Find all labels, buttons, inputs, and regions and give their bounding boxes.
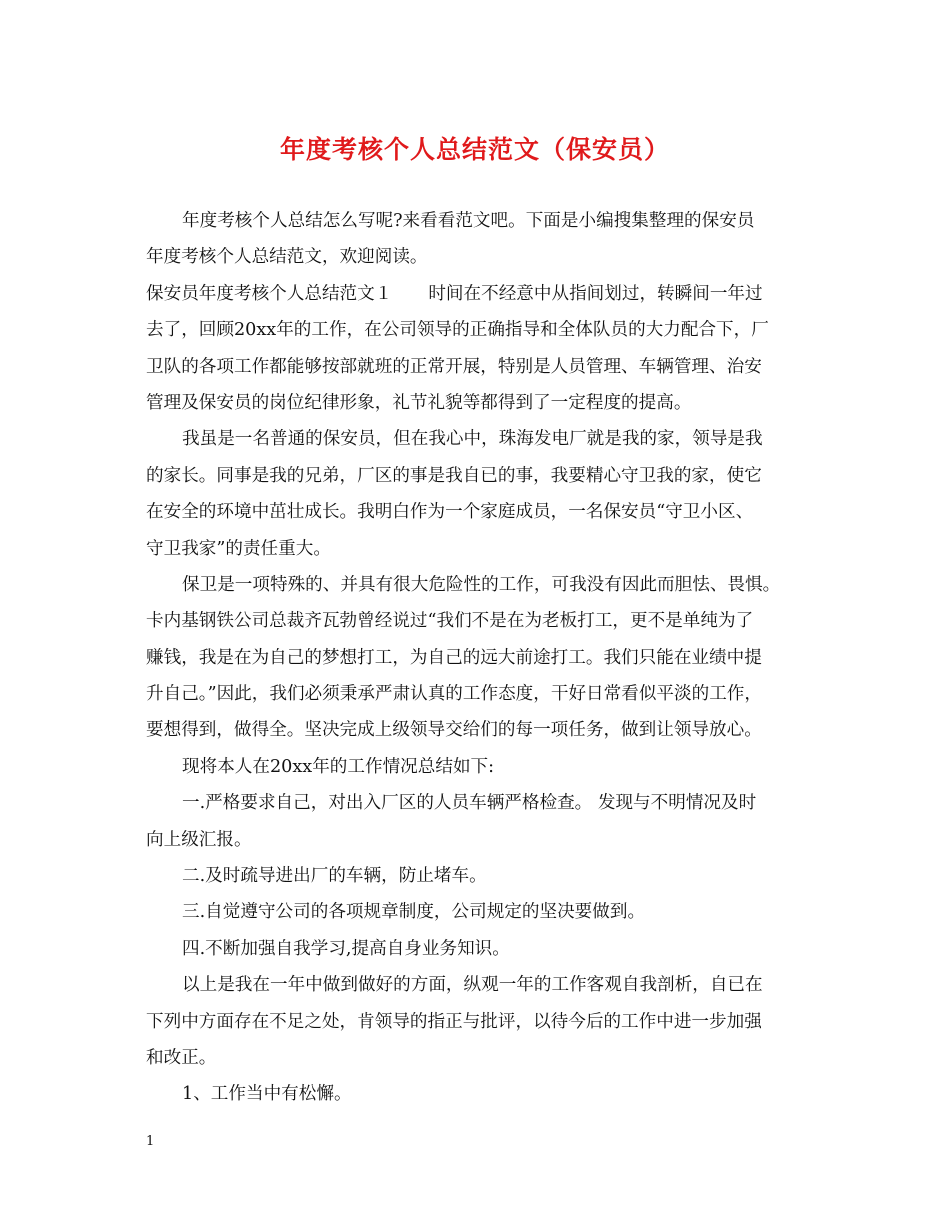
list-item-line: 三.自觉遵守公司的各项规章制度，公司规定的坚决要做到。 — [182, 902, 646, 923]
list-item-line: 1、工作当中有松懈。 — [182, 1084, 352, 1105]
paragraph-line: 管理及保安员的岗位纪律形象，礼节礼貌等都得到了一定程度的提高。 — [146, 392, 692, 413]
page-number: 1 — [146, 1134, 155, 1149]
paragraph-line: 年度考核个人总结范文，欢迎阅读。 — [146, 247, 428, 268]
document-body — [146, 203, 806, 1113]
paragraph-line: 年度考核个人总结怎么写呢?来看看范文吧。下面是小编搜集整理的保安员 — [182, 211, 755, 231]
section-heading: 保安员年度考核个人总结范文１ — [146, 283, 393, 304]
list-item-line: 四.不断加强自我学习,提高自身业务知识。 — [182, 938, 510, 959]
paragraph-line: 卫队的各项工作都能够按部就班的正常开展，特别是人员管理、车辆管理、治安 — [146, 356, 762, 377]
section-heading-line — [146, 276, 806, 312]
paragraph-line: 保卫是一项特殊的、并具有很大危险性的工作，可我没有因此而胆怯、畏惧。 — [182, 574, 781, 595]
paragraph-text: 时间在不经意中从指间划过，转瞬间一年过 — [428, 283, 763, 304]
paragraph-line: 和改正。 — [146, 1047, 217, 1068]
paragraph-line: 卡内基钢铁公司总裁齐瓦勃曾经说过“我们不是在为老板打工，更不是单纯为了 — [146, 611, 754, 632]
list-item-line: 二.及时疏导进出厂的车辆，防止堵车。 — [182, 866, 487, 887]
paragraph-line: 现将本人在20xx年的工作情况总结如下: — [182, 756, 495, 777]
paragraph-line: 要想得到，做得全。坚决完成上级领导交给们的每一项任务，做到让领导放心。 — [146, 720, 762, 741]
list-item-line: 向上级汇报。 — [146, 829, 252, 850]
document-title: 年度考核个人总结范文（保安员） — [279, 135, 670, 164]
paragraph-line: 守卫我家”的责任重大。 — [146, 538, 331, 559]
paragraph-line: 下列中方面存在不足之处，肯领导的指正与批评，以待今后的工作中进一步加强 — [146, 1011, 762, 1032]
paragraph-line: 我虽是一名普通的保安员，但在我心中，珠海发电厂就是我的家，领导是我 — [182, 429, 763, 450]
paragraph-line: 赚钱，我是在为自己的梦想打工，为自己的远大前途打工。我们只能在业绩中提 — [146, 647, 762, 668]
list-item-line: 一.严格要求自己，对出入厂区的人员车辆严格检查。 发现与不明情况及时 — [182, 793, 757, 814]
paragraph-line: 以上是我在一年中做到做好的方面，纵观一年的工作客观自我剖析，自已在 — [182, 975, 763, 996]
paragraph-line: 升自己。”因此，我们必须秉承严肃认真的工作态度，干好日常看似平淡的工作， — [146, 684, 762, 705]
paragraph-line: 的家长。同事是我的兄弟，厂区的事是我自已的事，我要精心守卫我的家，使它 — [146, 465, 762, 486]
paragraph-line: 去了，回顾20xx年的工作，在公司领导的正确指导和全体队员的大力配合下，厂 — [146, 320, 769, 341]
paragraph-line: 在安全的环境中茁壮成长。我明白作为一个家庭成员，一名保安员“守卫小区、 — [146, 502, 754, 523]
